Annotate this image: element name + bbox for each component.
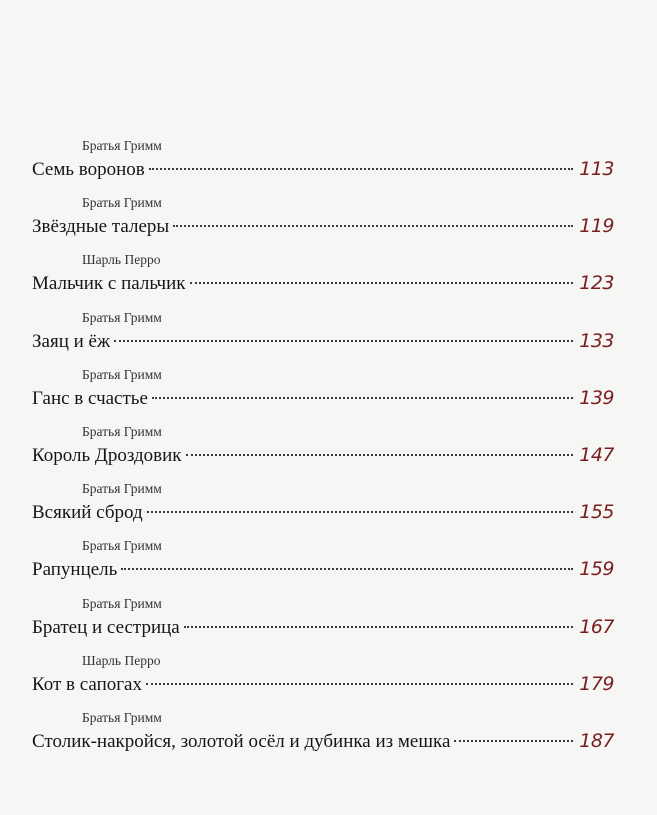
toc-line	[32, 614, 614, 640]
dot-leader	[121, 568, 573, 570]
dot-leader	[173, 225, 573, 227]
toc-line	[32, 499, 614, 525]
toc-title: Заяц и ёж	[32, 330, 111, 352]
toc-line	[32, 156, 614, 182]
toc-page-number: 159	[579, 558, 614, 581]
dot-leader	[186, 454, 574, 456]
dot-leader	[149, 168, 573, 170]
table-of-contents	[32, 138, 614, 767]
toc-title: Столик-накройся, золотой осёл и дубинка из мешка	[32, 730, 451, 752]
toc-author: Братья Гримм	[82, 538, 162, 554]
dot-leader	[184, 626, 574, 628]
toc-entry[interactable]	[32, 424, 614, 481]
toc-line	[32, 328, 614, 354]
toc-entry[interactable]	[32, 481, 614, 538]
toc-entry[interactable]	[32, 367, 614, 424]
toc-page-number: 123	[579, 272, 614, 295]
toc-title: Семь воронов	[32, 159, 145, 180]
toc-line	[32, 671, 614, 697]
toc-title: Король Дроздовик	[32, 444, 182, 466]
toc-page-number: 147	[579, 443, 614, 466]
toc-author: Братья Гримм	[82, 195, 162, 211]
dot-leader	[152, 397, 573, 399]
toc-entry[interactable]	[32, 710, 614, 767]
toc-author: Братья Гримм	[82, 366, 162, 382]
dot-leader	[190, 282, 574, 284]
toc-author: Шарль Перро	[82, 252, 161, 268]
toc-author: Братья Гримм	[82, 595, 162, 611]
toc-title: Мальчик с пальчик	[32, 273, 186, 295]
toc-author: Братья Гримм	[82, 138, 162, 153]
toc-line	[32, 213, 614, 239]
toc-entry[interactable]	[32, 195, 614, 252]
dot-leader	[454, 740, 573, 742]
toc-entry[interactable]	[32, 310, 614, 367]
toc-line	[32, 270, 614, 296]
toc-entry[interactable]	[32, 596, 614, 653]
toc-line	[32, 442, 614, 468]
toc-title: Звёздные талеры	[32, 216, 170, 238]
toc-title: Братец и сестрица	[32, 616, 180, 638]
toc-title: Ганс в счастье	[32, 387, 148, 409]
toc-title: Всякий сброд	[32, 502, 143, 524]
toc-author: Братья Гримм	[82, 709, 162, 725]
toc-entry[interactable]	[32, 538, 614, 595]
toc-entry[interactable]	[32, 138, 614, 195]
toc-author: Шарль Перро	[82, 652, 161, 668]
toc-line	[32, 728, 614, 754]
toc-page-number: 167	[579, 615, 614, 638]
toc-page-number: 133	[579, 329, 614, 352]
toc-author: Братья Гримм	[82, 423, 162, 439]
toc-line	[32, 556, 614, 582]
toc-author: Братья Гримм	[82, 481, 162, 497]
toc-page-number: 179	[579, 672, 614, 695]
dot-leader	[146, 683, 573, 685]
toc-page-number: 113	[579, 158, 614, 180]
toc-page-number: 139	[579, 386, 614, 409]
toc-page-number: 155	[579, 501, 614, 524]
toc-author: Братья Гримм	[82, 309, 162, 325]
toc-entry[interactable]	[32, 252, 614, 309]
toc-page-number: 187	[579, 729, 614, 752]
toc-entry[interactable]	[32, 653, 614, 710]
dot-leader	[114, 340, 573, 342]
toc-page-number: 119	[579, 215, 614, 238]
toc-title: Рапунцель	[32, 559, 118, 581]
toc-title: Кот в сапогах	[32, 673, 142, 695]
toc-line	[32, 385, 614, 411]
dot-leader	[147, 511, 574, 513]
